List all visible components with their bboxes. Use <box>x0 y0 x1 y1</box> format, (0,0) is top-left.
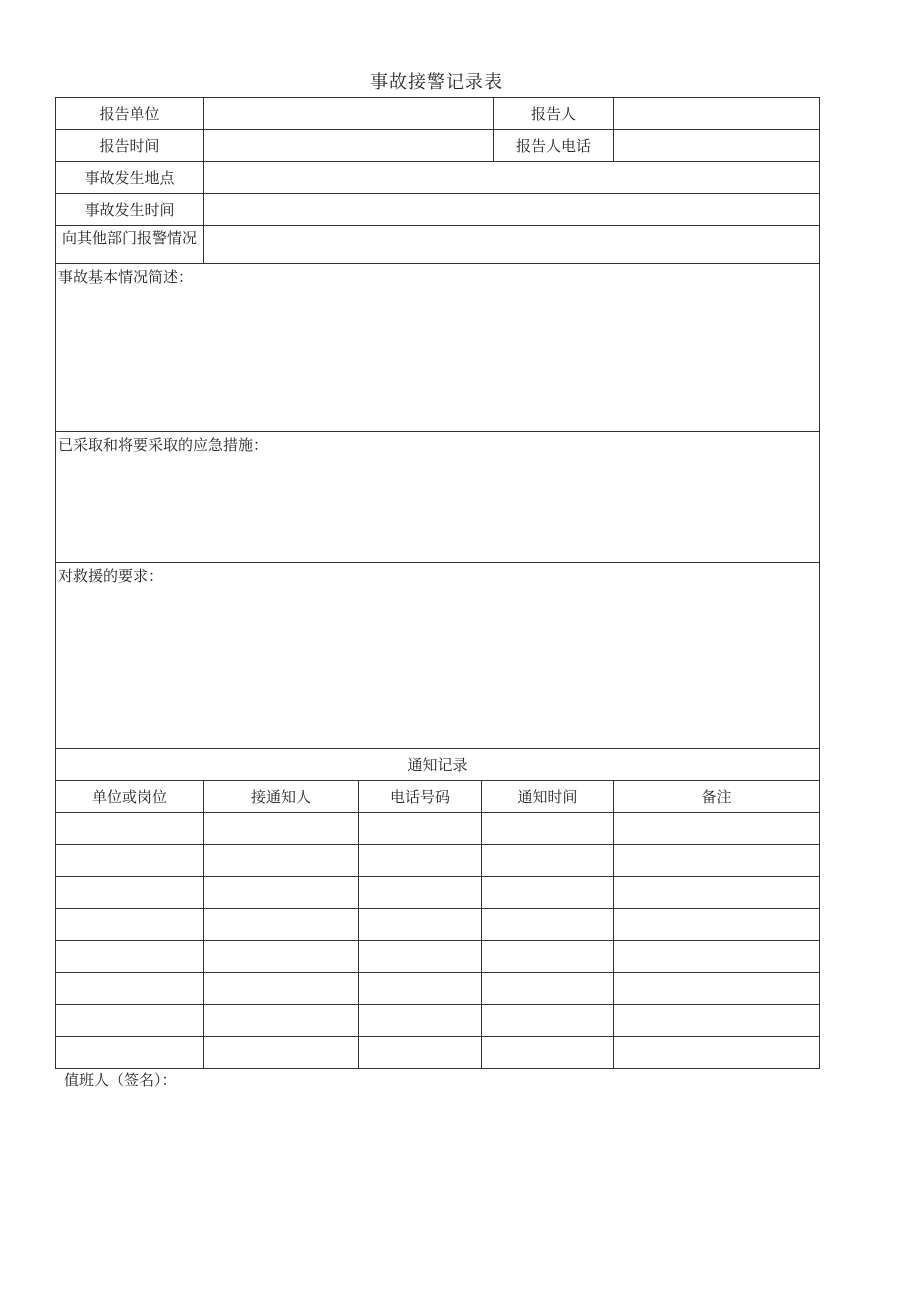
col-header-phone: 电话号码 <box>359 781 482 813</box>
notification-cell-time[interactable] <box>482 1005 614 1037</box>
notification-cell-time[interactable] <box>482 1037 614 1069</box>
notification-title: 通知记录 <box>56 749 820 781</box>
other-dept-field[interactable] <box>204 226 820 264</box>
notification-cell-unit[interactable] <box>56 941 204 973</box>
accident-time-label: 事故发生时间 <box>56 194 204 226</box>
notification-cell-remarks[interactable] <box>614 1005 820 1037</box>
reporter-phone-field[interactable] <box>614 130 820 162</box>
notification-cell-recipient[interactable] <box>204 973 359 1005</box>
col-header-remarks: 备注 <box>614 781 820 813</box>
incident-report-form <box>55 97 820 1069</box>
notification-cell-phone[interactable] <box>359 941 482 973</box>
measures-area[interactable] <box>56 432 820 563</box>
notification-cell-unit[interactable] <box>56 909 204 941</box>
notification-row <box>56 1005 820 1037</box>
notification-cell-recipient[interactable] <box>204 909 359 941</box>
notification-cell-recipient[interactable] <box>204 845 359 877</box>
location-label: 事故发生地点 <box>56 162 204 194</box>
notification-cell-remarks[interactable] <box>614 845 820 877</box>
basic-situation-label: 事故基本情况简述： <box>58 268 194 286</box>
notification-cell-time[interactable] <box>482 973 614 1005</box>
notification-cell-time[interactable] <box>482 845 614 877</box>
notification-cell-unit[interactable] <box>56 1005 204 1037</box>
notification-cell-unit[interactable] <box>56 813 204 845</box>
report-time-field[interactable] <box>204 130 494 162</box>
col-header-recipient: 接通知人 <box>204 781 359 813</box>
notification-cell-phone[interactable] <box>359 845 482 877</box>
reporter-phone-label: 报告人电话 <box>494 130 614 162</box>
notification-cell-remarks[interactable] <box>614 1037 820 1069</box>
notification-cell-remarks[interactable] <box>614 973 820 1005</box>
notification-row <box>56 877 820 909</box>
notification-cell-remarks[interactable] <box>614 813 820 845</box>
report-unit-label: 报告单位 <box>56 98 204 130</box>
notification-cell-unit[interactable] <box>56 973 204 1005</box>
notification-row <box>56 845 820 877</box>
notification-cell-time[interactable] <box>482 813 614 845</box>
rescue-requirements-area[interactable] <box>56 563 820 749</box>
rescue-requirements-label: 对救援的要求： <box>58 567 164 585</box>
report-time-label: 报告时间 <box>56 130 204 162</box>
measures-label: 已采取和将要采取的应急措施： <box>58 436 269 454</box>
notification-cell-phone[interactable] <box>359 1037 482 1069</box>
reporter-label: 报告人 <box>494 98 614 130</box>
form-title: 事故接警记录表 <box>370 72 503 93</box>
notification-cell-remarks[interactable] <box>614 941 820 973</box>
notification-cell-recipient[interactable] <box>204 877 359 909</box>
notification-row <box>56 813 820 845</box>
col-header-time: 通知时间 <box>482 781 614 813</box>
notification-row <box>56 941 820 973</box>
location-field[interactable] <box>204 162 820 194</box>
notification-cell-unit[interactable] <box>56 845 204 877</box>
notification-cell-recipient[interactable] <box>204 1037 359 1069</box>
accident-time-field[interactable] <box>204 194 820 226</box>
notification-cell-phone[interactable] <box>359 877 482 909</box>
notification-cell-recipient[interactable] <box>204 941 359 973</box>
notification-cell-time[interactable] <box>482 877 614 909</box>
notification-row <box>56 1037 820 1069</box>
notification-cell-recipient[interactable] <box>204 813 359 845</box>
notification-cell-phone[interactable] <box>359 1005 482 1037</box>
notification-cell-unit[interactable] <box>56 877 204 909</box>
notification-cell-phone[interactable] <box>359 973 482 1005</box>
notification-cell-phone[interactable] <box>359 813 482 845</box>
notification-rows <box>56 813 820 1069</box>
notification-cell-remarks[interactable] <box>614 877 820 909</box>
report-unit-field[interactable] <box>204 98 494 130</box>
notification-row <box>56 909 820 941</box>
notification-cell-unit[interactable] <box>56 1037 204 1069</box>
reporter-field[interactable] <box>614 98 820 130</box>
notification-cell-remarks[interactable] <box>614 909 820 941</box>
notification-row <box>56 973 820 1005</box>
notification-cell-time[interactable] <box>482 941 614 973</box>
basic-situation-area[interactable] <box>56 264 820 432</box>
duty-signature-label: 值班人（签名）： <box>64 1071 177 1089</box>
other-dept-label: 向其他部门报警情况 <box>56 226 204 264</box>
notification-cell-recipient[interactable] <box>204 1005 359 1037</box>
notification-cell-time[interactable] <box>482 909 614 941</box>
notification-cell-phone[interactable] <box>359 909 482 941</box>
col-header-unit: 单位或岗位 <box>56 781 204 813</box>
